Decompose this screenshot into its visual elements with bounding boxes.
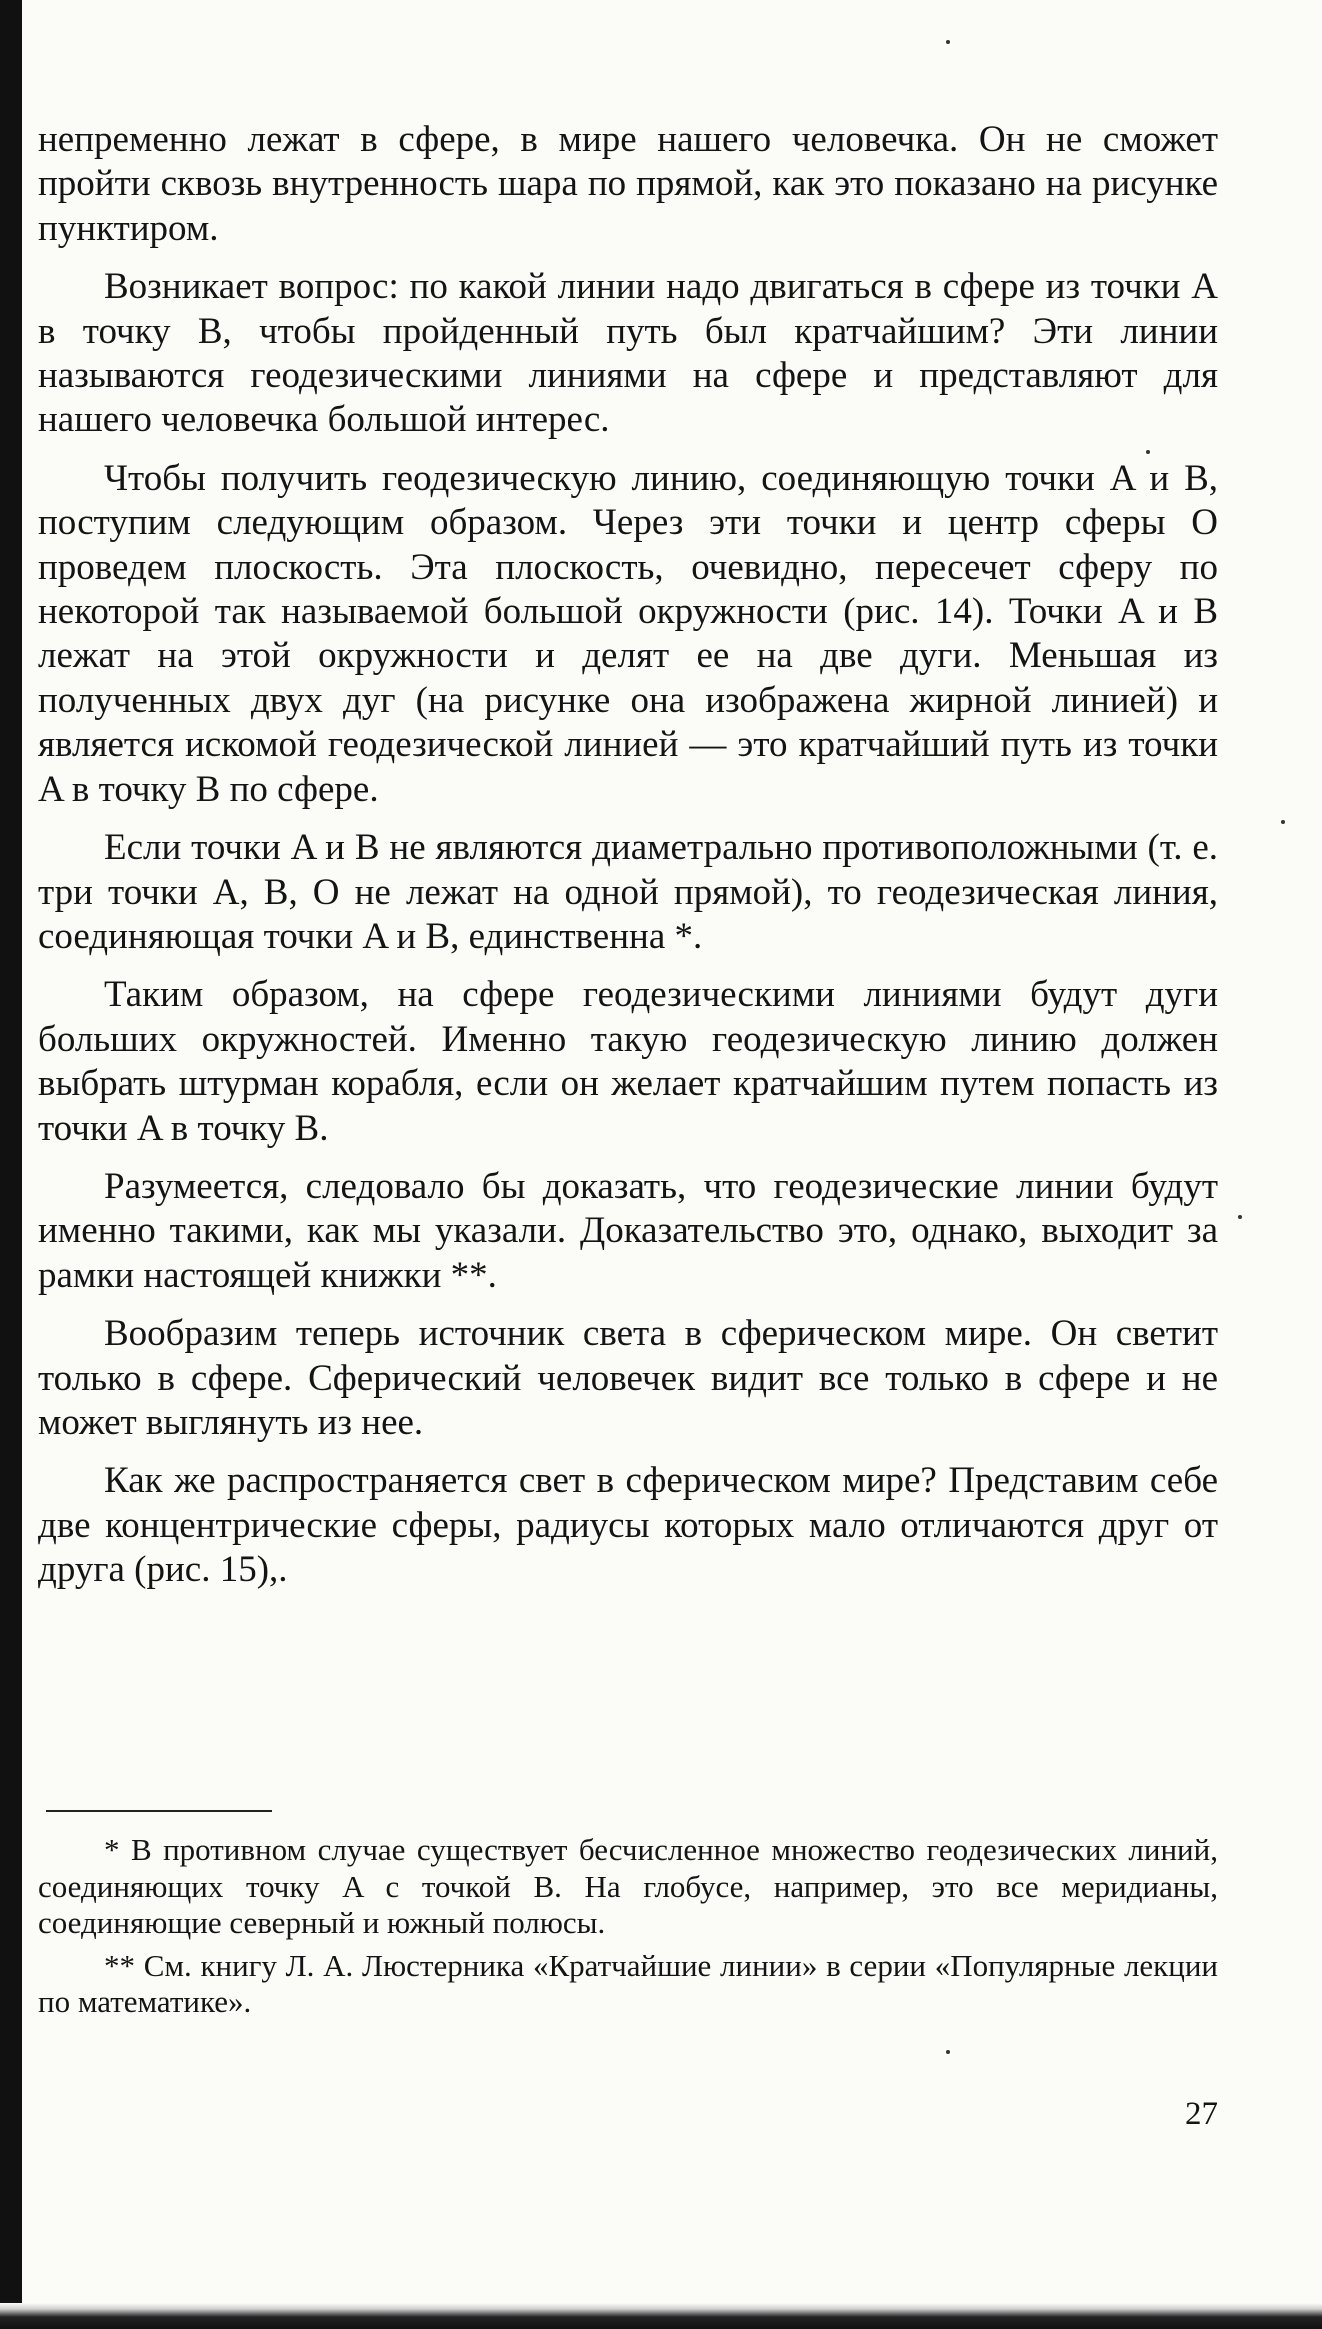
scan-speck <box>1281 820 1285 824</box>
footnotes <box>38 1832 1218 2027</box>
footnote: ** См. книгу Л. А. Люстерника «Кратчайшие линии» в серии «Популярные лекции по математике». <box>38 1947 1218 2019</box>
scan-speck <box>1146 450 1150 454</box>
paragraph: Вообразим теперь источник света в сферическом мире. Он светит только в сфере. Сферический человечек видит все только в сфере и не может выглянуть из нее. <box>38 1313 1218 1443</box>
scan-speck <box>946 40 950 44</box>
paragraph: Возникает вопрос: по какой линии надо двигаться в сфере из точки A в точку B, чтобы пройденный путь был кратчайшим? Эти линии называются геодезическими линиями на сфере и представляют для нашего человечка большой интерес. <box>38 266 1218 441</box>
paragraph: Как же распространяется свет в сферическом мире? Представим себе две концентрические сферы, радиусы которых мало отличаются друг от друга (рис. 15),. <box>38 1460 1218 1591</box>
scan-left-edge <box>0 0 22 2329</box>
paragraph: непременно лежат в сфере, в мире нашего человечка. Он не сможет пройти сквозь внутренность шара по прямой, как это показано на рисунке пунктиром. <box>38 119 1218 249</box>
scan-bottom-edge <box>0 2303 1322 2329</box>
paragraph: Таким образом, на сфере геодезическими линиями будут дуги больших окружностей. Именно такую геодезическую линию должен выбрать штурман корабля, если он желает кратчайшим путем попасть из точки A в точку B. <box>38 974 1218 1149</box>
main-text <box>38 118 1218 1607</box>
footnote: * В противном случае существует бесчисленное множество геодезических линий, соединяющих точку A с точкой B. На глобусе, например, это все меридианы, соединяющие северный и южный полюсы. <box>38 1832 1218 1940</box>
paragraph: Чтобы получить геодезическую линию, соединяющую точки A и B, поступим следующим образом. Через эти точки и центр сферы O проведем плоскость. Эта плоскость, очевидно, пересечет сферу по некоторой так называемой большой окружности (рис. 14). Точки A и B лежат на этой окружности и делят ее на две дуги. Меньшая из полученных двух дуг (на рисунке она изображена жирной линией) и является искомой геодезической линией — это кратчайший путь из точки A в точку B по сфере. <box>38 457 1218 810</box>
paragraph: Разумеется, следовало бы доказать, что геодезические линии будут именно такими, как мы указали. Доказательство это, однако, выходит за рамки настоящей книжки **. <box>38 1165 1218 1296</box>
paragraph: Если точки A и B не являются диаметрально противоположными (т. е. три точки A, B, O не лежат на одной прямой), то геодезическая линия, соединяющая точки A и B, единственна *. <box>38 827 1218 957</box>
footnote-separator <box>46 1810 272 1812</box>
scan-speck <box>946 2050 950 2054</box>
scan-speck <box>1238 1215 1242 1219</box>
page-number: 27 <box>1185 2096 1218 2132</box>
